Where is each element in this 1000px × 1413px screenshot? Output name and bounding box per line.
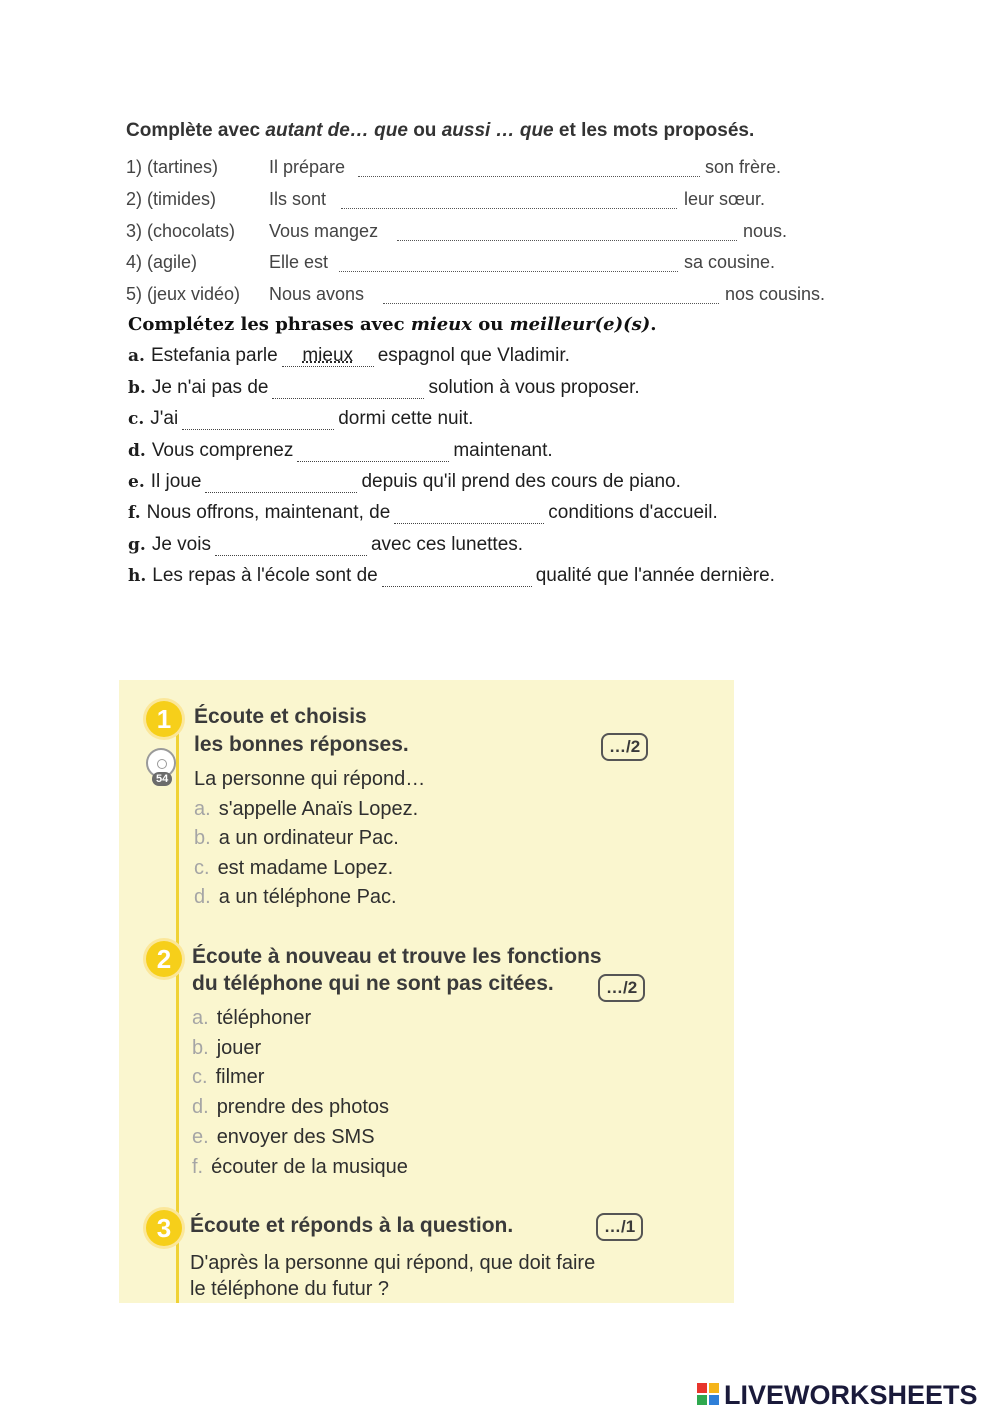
question-text: le téléphone du futur ? — [190, 1278, 390, 1300]
row-start: Il prépare — [269, 157, 346, 177]
option-item[interactable] — [192, 1007, 311, 1030]
exercise1-title — [126, 120, 754, 142]
exercise2-row — [128, 565, 775, 593]
row-letter: f. — [128, 503, 141, 523]
answer-blank[interactable] — [397, 240, 737, 241]
option-text: jouer — [216, 1037, 262, 1059]
row-after: espagnol que Vladimir. — [377, 345, 570, 366]
option-item[interactable] — [192, 1096, 389, 1119]
row-before: Vous comprenez — [151, 440, 294, 461]
row-after: solution à vous proposer. — [428, 377, 640, 398]
option-letter: a. — [192, 1007, 209, 1029]
exercise2-title — [128, 314, 657, 335]
question-prompt: La personne qui répond… — [194, 768, 426, 790]
track-number: 54 — [152, 772, 172, 786]
option-letter: c. — [194, 857, 210, 879]
title-text: ou — [407, 120, 442, 141]
row-end: leur sœur. — [684, 189, 766, 209]
row-number: 4) (agile) — [126, 252, 198, 272]
option-item[interactable] — [194, 798, 418, 821]
row-start: Nous avons — [269, 284, 365, 304]
row-start: Elle est — [269, 252, 329, 272]
question-number-badge: 3 — [146, 1210, 182, 1246]
liveworksheets-logo — [697, 1380, 997, 1410]
title-italic: mieux — [410, 314, 472, 335]
logo-square — [697, 1383, 707, 1393]
question-title: Écoute à nouveau et trouve les fonctions — [192, 945, 602, 968]
row-number: 5) (jeux vidéo) — [126, 284, 241, 304]
option-text: s'appelle Anaïs Lopez. — [218, 798, 419, 820]
row-end: son frère. — [705, 157, 782, 177]
option-text: a un ordinateur Pac. — [218, 827, 399, 849]
question-text: D'après la personne qui répond, que doit faire — [190, 1252, 596, 1274]
exercise2-row — [128, 534, 523, 562]
row-after: depuis qu'il prend des cours de piano. — [361, 471, 681, 492]
title-text: Complétez les phrases avec — [128, 314, 411, 335]
option-text: prendre des photos — [216, 1096, 390, 1118]
option-letter: d. — [194, 886, 211, 908]
answer-blank[interactable] — [205, 472, 357, 493]
title-text: ou — [471, 314, 510, 335]
exercise2-row — [128, 377, 640, 405]
logo-icon — [697, 1383, 721, 1407]
question-title: les bonnes réponses. — [194, 733, 409, 756]
exercise2-row — [128, 345, 570, 373]
logo-square — [709, 1395, 719, 1405]
option-item[interactable] — [194, 886, 397, 909]
row-before: Nous offrons, maintenant, de — [146, 502, 391, 523]
answer-blank[interactable] — [358, 176, 700, 177]
exercise2-row — [128, 408, 473, 436]
logo-square — [709, 1383, 719, 1393]
option-letter: c. — [192, 1066, 208, 1088]
answer-blank[interactable] — [182, 409, 334, 430]
question-title: Écoute et choisis — [194, 705, 367, 728]
option-text: filmer — [215, 1066, 265, 1088]
exercise1-row — [126, 221, 846, 247]
option-text: a un téléphone Pac. — [218, 886, 397, 908]
exercise2-row — [128, 440, 553, 468]
row-start: Ils sont — [269, 189, 327, 209]
row-number: 3) (chocolats) — [126, 221, 236, 241]
row-after: qualité que l'année dernière. — [535, 565, 775, 586]
answer-text: mieux — [302, 345, 354, 366]
question-number-badge: 2 — [146, 941, 182, 977]
row-after: conditions d'accueil. — [548, 502, 718, 523]
option-item[interactable] — [192, 1037, 261, 1060]
option-letter: f. — [192, 1156, 204, 1178]
question-number-badge: 1 — [146, 701, 182, 737]
option-item[interactable] — [192, 1126, 375, 1149]
exercise2-row — [128, 471, 681, 499]
row-start: Vous mangez — [269, 221, 379, 241]
option-letter: b. — [194, 827, 211, 849]
score-box: …/2 — [601, 733, 648, 761]
option-letter: b. — [192, 1037, 209, 1059]
option-item[interactable] — [192, 1066, 264, 1089]
row-letter: a. — [128, 346, 145, 366]
row-before: Je vois — [151, 534, 211, 555]
logo-text: LIVEWORKSHEETS — [724, 1380, 978, 1410]
option-text: est madame Lopez. — [217, 857, 394, 879]
row-before: Il joue — [150, 471, 202, 492]
answer-blank[interactable] — [341, 208, 677, 209]
title-text: et les mots proposés. — [553, 120, 755, 141]
option-letter: e. — [192, 1126, 209, 1148]
logo-square — [697, 1395, 707, 1405]
option-item[interactable] — [192, 1156, 408, 1179]
option-item[interactable] — [194, 827, 399, 850]
row-before: Les repas à l'école sont de — [152, 565, 378, 586]
score-box: …/1 — [596, 1213, 643, 1241]
row-after: dormi cette nuit. — [338, 408, 474, 429]
answer-blank[interactable] — [215, 535, 367, 556]
answer-blank[interactable] — [282, 346, 374, 367]
row-end: sa cousine. — [684, 252, 776, 272]
title-italic: aussi … que — [441, 120, 554, 141]
row-letter: h. — [128, 566, 147, 586]
exercise1-row — [126, 284, 846, 310]
question-title: du téléphone qui ne sont pas citées. — [192, 972, 554, 995]
row-before: Estefania parle — [150, 345, 278, 366]
title-text: Complète avec — [126, 120, 266, 141]
title-italic: meilleur(e)(s) — [509, 314, 651, 335]
row-after: avec ces lunettes. — [370, 534, 524, 555]
option-letter: d. — [192, 1096, 209, 1118]
exercise1-row — [126, 189, 846, 215]
row-letter: d. — [128, 441, 146, 461]
row-letter: c. — [128, 409, 145, 429]
row-number: 2) (timides) — [126, 189, 217, 209]
exercise1-row — [126, 157, 846, 183]
row-end: nos cousins. — [725, 284, 826, 304]
option-text: téléphoner — [216, 1007, 312, 1029]
row-letter: e. — [128, 472, 145, 492]
exercise1-row — [126, 252, 846, 278]
timeline-line — [176, 708, 179, 1303]
score-box: …/2 — [598, 974, 645, 1002]
title-text: . — [650, 314, 657, 335]
row-letter: b. — [128, 378, 146, 398]
question-title: Écoute et réponds à la question. — [190, 1214, 514, 1237]
row-after: maintenant. — [453, 440, 553, 461]
answer-blank[interactable] — [394, 503, 544, 524]
answer-blank[interactable] — [297, 441, 449, 462]
answer-blank[interactable] — [383, 303, 719, 304]
answer-blank[interactable] — [382, 566, 532, 587]
row-end: nous. — [743, 221, 788, 241]
option-text: écouter de la musique — [211, 1156, 408, 1178]
answer-blank[interactable] — [339, 271, 678, 272]
row-before: J'ai — [150, 408, 179, 429]
option-item[interactable] — [194, 857, 393, 880]
title-italic: autant de… que — [265, 120, 408, 141]
answer-blank[interactable] — [272, 378, 424, 399]
row-letter: g. — [128, 535, 146, 555]
row-number: 1) (tartines) — [126, 157, 219, 177]
option-letter: a. — [194, 798, 211, 820]
exercise2-row — [128, 502, 718, 530]
row-before: Je n'ai pas de — [151, 377, 269, 398]
option-text: envoyer des SMS — [216, 1126, 375, 1148]
